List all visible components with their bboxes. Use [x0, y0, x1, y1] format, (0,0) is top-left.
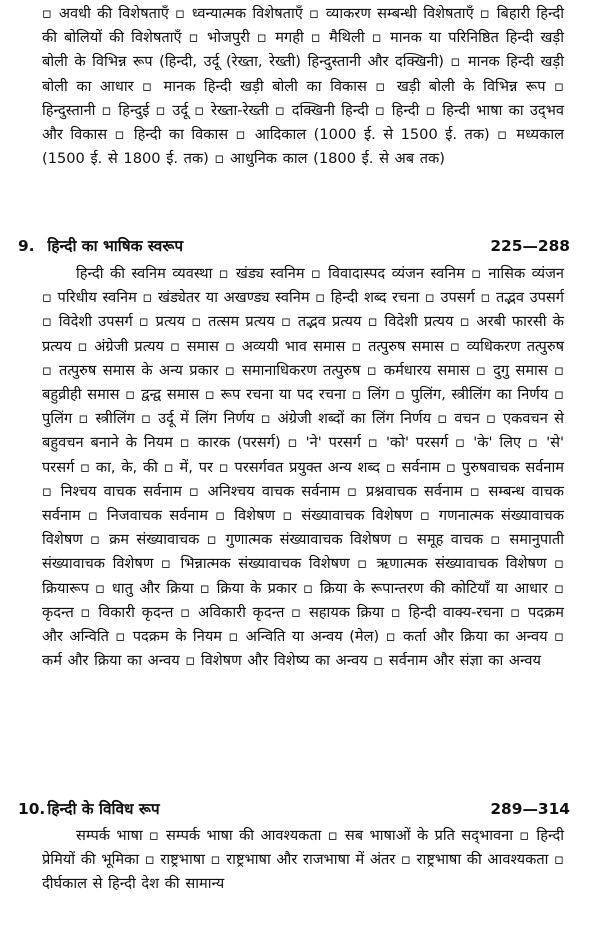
- chapter-topics: [42, 824, 564, 897]
- topic-paragraph: ▫ अवधी की विशेषताएँ ▫ ध्वन्यात्मक विशेषताएँ ▫ व्याकरण सम्बन्धी विशेषताएँ ▫ बिहारी हिन्दी की बोलियों की विशेषताएँ ▫ भोजपुरी ▫ मगही ▫ मैथिली ▫ मानक या परिनिष्ठित हिन्दी खड़ी बोली के विभिन्न रूप (हिन्दी, उर्दू (रेख्ता, रेख्ती) हिन्दुस्तानी और दक्खिनी) ▫ मानक हिन्दी खड़ी बोली का आधार ▫ मानक हिन्दी खड़ी बोली का विकास ▫ खड़ी बोली के विभिन्न रूप ▫ हिन्दुस्तानी ▫ हिन्दुई ▫ उर्दू ▫ रेख्ता-रेख्ती ▫ दक्खिनी हिन्दी ▫ हिन्दी ▫ हिन्दी भाषा का उद्‌भव और विकास ▫ हिन्दी का विकास ▫ आदिकाल (1000 ई. से 1500 ई. तक) ▫ मध्यकाल (1500 ई. से 1800 ई. तक) ▫ आधुनिक काल (1800 ई. से अब तक): [42, 5, 564, 168]
- previous-section-topics: [42, 2, 564, 171]
- chapter-topics: [42, 262, 564, 673]
- chapter-title: हिन्दी का भाषिक स्वरूप: [47, 237, 184, 255]
- topic-paragraph: हिन्दी की स्वनिम व्यवस्था ▫ खंड्य स्वनिम ▫ विवादास्पद व्यंजन स्वनिम ▫ नासिक व्यंजन ▫ परिधीय स्वनिम ▫ खंड्येतर या अखण्ड्य स्वनिम ▫ हिन्दी शब्द रचना ▫ उपसर्ग ▫ तद्भव उपसर्ग ▫ विदेशी उपसर्ग ▫ प्रत्यय ▫ तत्सम प्रत्यय ▫ तद्भव प्रत्यय ▫ विदेशी प्रत्यय ▫ अरबी फारसी के प्रत्यय ▫ अंग्रेजी प्रत्यय ▫ समास ▫ अव्ययी भाव समास ▫ तत्पुरुष समास ▫ व्यधिकरण तत्पुरुष ▫ तत्पुरुष समास के अन्य प्रकार ▫ समानाधिकरण तत्पुरुष ▫ कर्मधारय समास ▫ दुगु समास ▫ बहुव्रीही समास ▫ द्वन्द्व समास ▫ रूप रचना या पद रचना ▫ लिंग ▫ पुलिंग, स्त्रीलिंग का निर्णय ▫ पुलिंग ▫ स्त्रीलिंग ▫ उर्दू में लिंग निर्णय ▫ अंग्रेजी शब्दों का लिंग निर्णय ▫ वचन ▫ एकवचन से बहुवचन बनाने के नियम ▫ कारक (परसर्ग) ▫ 'ने' परसर्ग ▫ 'को' परसर्ग ▫ 'के' लिए ▫ 'से' परसर्ग ▫ का, के, की ▫ में, पर ▫ परसर्गवत प्रयुक्त अन्य शब्द ▫ सर्वनाम ▫ पुरुषवाचक सर्वनाम ▫ निश्चय वाचक सर्वनाम ▫ अनिश्चय वाचक सर्वनाम ▫ प्रश्नवाचक सर्वनाम ▫ सम्बन्ध वाचक सर्वनाम ▫ निजवाचक सर्वनाम ▫ विशेषण ▫ संख्यावाचक विशेषण ▫ गणनात्मक संख्यावाचक विशेषण ▫ क्रम संख्यावाचक ▫ गुणात्मक संख्यावाचक विशेषण ▫ समूह वाचक ▫ समानुपाती संख्यावाचक विशेषण ▫ भिन्नात्मक संख्यावाचक विशेषण ▫ ऋणात्मक संख्यावाचक विशेषण ▫ क्रियारूप ▫ धातु और क्रिया ▫ क्रिया के प्रकार ▫ क्रिया के रूपान्तरण की कोटियाँ या आधार ▫ कृदन्त ▫ विकारी कृदन्त ▫ अविकारी कृदन्त ▫ सहायक क्रिया ▫ हिन्दी वाक्य-रचना ▫ पदक्रम और अन्विति ▫ पदक्रम के नियम ▫ अन्विति या अन्वय (मेल) ▫ कर्ता और क्रिया का अन्वय ▫ कर्म और क्रिया का अन्वय ▫ विशेषण और विशेष्य का अन्वय ▫ सर्वनाम और संज्ञा का अन्वय: [42, 265, 564, 670]
- chapter-number: 9.: [18, 237, 35, 255]
- chapter-heading: [18, 234, 570, 258]
- chapter-title: हिन्दी के विविध रूप: [47, 800, 160, 818]
- chapter-page-range: 289—314: [490, 800, 570, 818]
- chapter-number: 10.: [18, 800, 46, 818]
- chapter-page-range: 225—288: [490, 237, 570, 255]
- chapter-heading: [18, 797, 570, 821]
- topic-paragraph: सम्पर्क भाषा ▫ सम्पर्क भाषा की आवश्यकता ▫ सब भाषाओं के प्रति सद्‌भावना ▫ हिन्दी प्रेमियों की भूमिका ▫ राष्ट्रभाषा ▫ राष्ट्रभाषा और राजभाषा में अंतर ▫ राष्ट्रभाषा की आवश्यकता ▫ दीर्घकाल से हिन्दी देश की सामान्य: [42, 827, 564, 893]
